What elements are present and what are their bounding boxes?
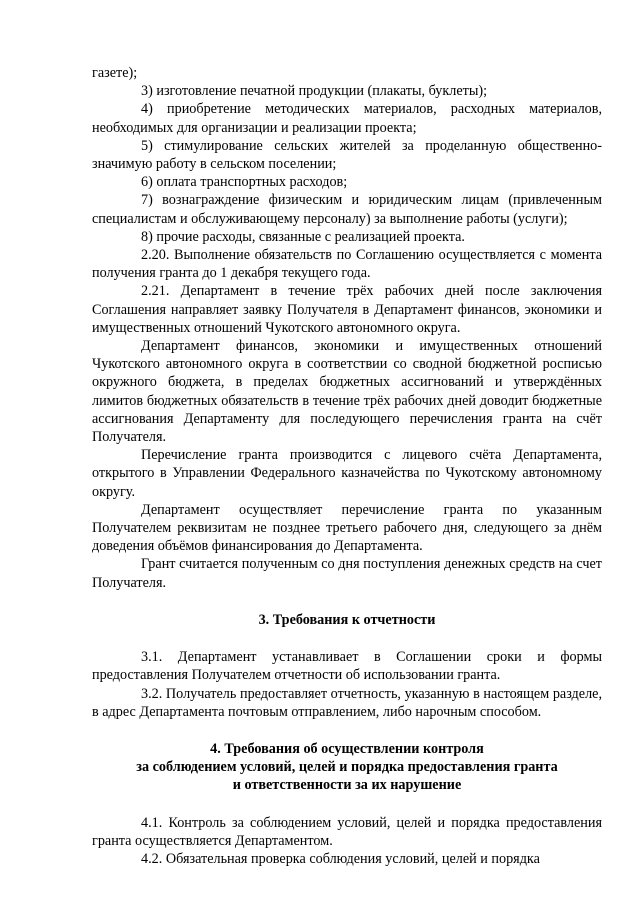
section-3-title: 3. Требования к отчетности bbox=[258, 611, 436, 628]
list-item: 4) приобретение методических материалов, расходных материалов, необходимых для организации и реализации проекта; bbox=[92, 101, 602, 136]
paragraph: 3.2. Получатель предоставляет отчетность, указанную в настоящем разделе, в адрес Департамента почтовым отправлением, либо нарочным способом. bbox=[92, 685, 602, 720]
section-4-title-line: и ответственности за их нарушение bbox=[232, 777, 462, 794]
section-4-title-line: 4. Требования об осуществлении контроля bbox=[210, 740, 484, 757]
paragraph: Департамент финансов, экономики и имущественных отношений Чукотского автономного округа в соответствии со сводной бюджетной росписью окружного бюджета, в пределах бюджетных ассигнований и утверждённых лимитов бюджетных обязательств в течение трёх рабочих дней доводит бюджетные ассигнования Департаменту для последующего перечисления гранта на счёт Получателя. bbox=[92, 338, 602, 446]
paragraph: Департамент осуществляет перечисление гранта по указанным Получателем реквизитам не позднее третьего рабочего дня, следующего за днём доведения объёмов финансирования до Департамента. bbox=[92, 501, 602, 555]
section-4-title-line: за соблюдением условий, целей и порядка предоставления гранта bbox=[136, 759, 558, 776]
section-3-heading bbox=[92, 611, 602, 629]
list-item: 6) оплата транспортных расходов; bbox=[141, 174, 348, 191]
paragraph: 4.1. Контроль за соблюдением условий, целей и порядка предоставления гранта осуществляется Департаментом. bbox=[92, 814, 602, 849]
paragraph: 3.1. Департамент устанавливает в Соглашении сроки и формы предоставления Получателем отчетности об использовании гранта. bbox=[92, 649, 602, 684]
section-4-heading bbox=[92, 740, 602, 795]
list-item: 3) изготовление печатной продукции (плакаты, буклеты); bbox=[141, 83, 488, 100]
list-item: 8) прочие расходы, связанные с реализацией проекта. bbox=[141, 228, 465, 245]
list-item: 7) вознаграждение физическим и юридическим лицам (привлеченным специалистам и обслуживающему персоналу) за выполнение работы (услуги); bbox=[92, 192, 602, 227]
paragraph: 2.20. Выполнение обязательств по Соглашению осуществляется с момента получения гранта до 1 декабря текущего года. bbox=[92, 247, 602, 282]
spacer bbox=[92, 721, 602, 740]
paragraph: 4.2. Обязательная проверка соблюдения условий, целей и порядка bbox=[141, 850, 540, 867]
spacer bbox=[92, 795, 602, 814]
spacer bbox=[92, 592, 602, 611]
spacer bbox=[92, 629, 602, 648]
intro-fragment: газете); bbox=[92, 65, 138, 81]
document-body bbox=[92, 64, 602, 868]
paragraph: Грант считается полученным со дня поступления денежных средств на счет Получателя. bbox=[92, 556, 602, 591]
paragraph: Перечисление гранта производится с лицевого счёта Департамента, открытого в Управлении Федерального казначейства по Чукотскому автономному округу. bbox=[92, 447, 602, 500]
paragraph: 2.21. Департамент в течение трёх рабочих дней после заключения Соглашения направляет заявку Получателя в Департамент финансов, экономики и имущественных отношений Чукотского автономного округа. bbox=[92, 283, 602, 336]
list-item: 5) стимулирование сельских жителей за проделанную общественно-значимую работу в сельском поселении; bbox=[92, 137, 602, 173]
